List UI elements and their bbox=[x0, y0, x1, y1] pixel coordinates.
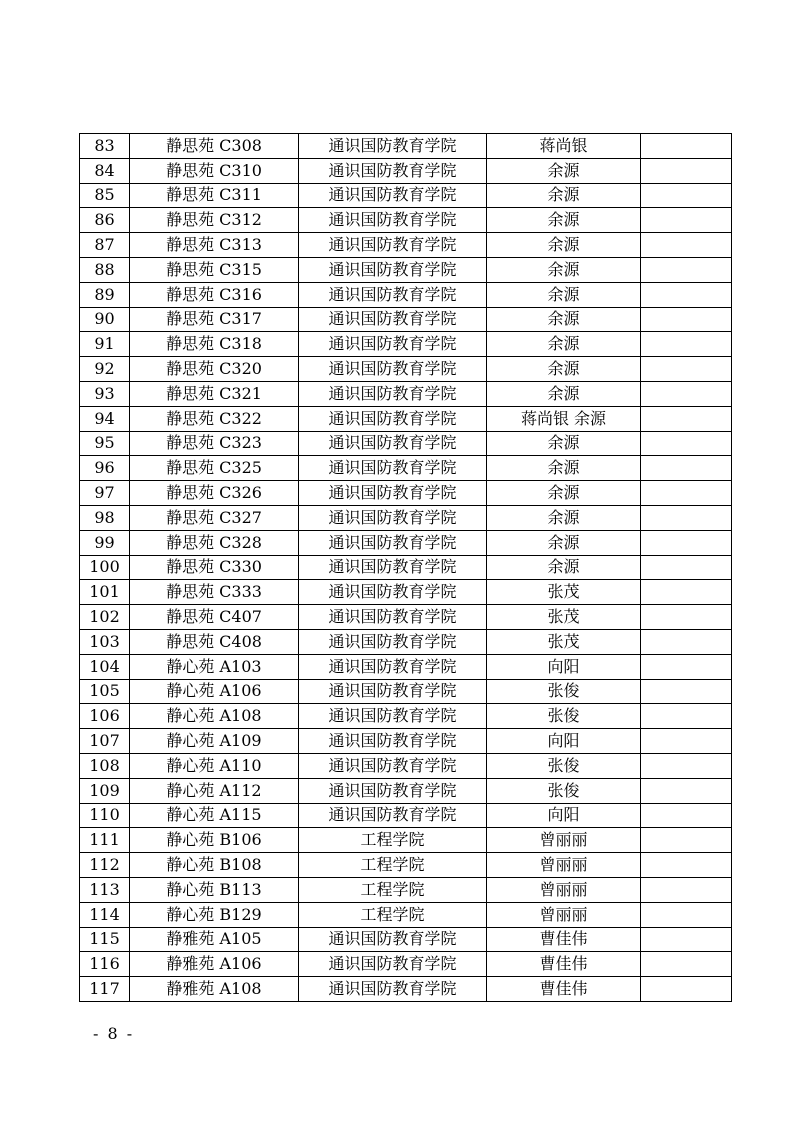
note-cell bbox=[641, 158, 732, 183]
college-cell: 通识国防教育学院 bbox=[299, 481, 487, 506]
table-row bbox=[80, 605, 732, 630]
college-cell: 通识国防教育学院 bbox=[299, 134, 487, 159]
room-cell: 静雅苑 A105 bbox=[130, 927, 299, 952]
table-row bbox=[80, 183, 732, 208]
row-number-cell: 113 bbox=[80, 877, 130, 902]
room-cell: 静雅苑 A108 bbox=[130, 977, 299, 1002]
row-number-cell: 85 bbox=[80, 183, 130, 208]
person-cell: 余源 bbox=[487, 233, 641, 258]
note-cell bbox=[641, 605, 732, 630]
college-cell: 工程学院 bbox=[299, 902, 487, 927]
row-number-cell: 109 bbox=[80, 778, 130, 803]
person-cell: 向阳 bbox=[487, 803, 641, 828]
row-number-cell: 96 bbox=[80, 456, 130, 481]
note-cell bbox=[641, 977, 732, 1002]
table-body bbox=[80, 134, 732, 1002]
note-cell bbox=[641, 654, 732, 679]
college-cell: 通识国防教育学院 bbox=[299, 778, 487, 803]
row-number-cell: 117 bbox=[80, 977, 130, 1002]
table-row bbox=[80, 679, 732, 704]
table-row bbox=[80, 332, 732, 357]
college-cell: 通识国防教育学院 bbox=[299, 729, 487, 754]
college-cell: 通识国防教育学院 bbox=[299, 381, 487, 406]
person-cell: 余源 bbox=[487, 481, 641, 506]
note-cell bbox=[641, 381, 732, 406]
table-row bbox=[80, 208, 732, 233]
person-cell: 向阳 bbox=[487, 729, 641, 754]
room-cell: 静心苑 A115 bbox=[130, 803, 299, 828]
person-cell: 张茂 bbox=[487, 580, 641, 605]
college-cell: 通识国防教育学院 bbox=[299, 654, 487, 679]
college-cell: 通识国防教育学院 bbox=[299, 158, 487, 183]
college-cell: 通识国防教育学院 bbox=[299, 406, 487, 431]
note-cell bbox=[641, 208, 732, 233]
note-cell bbox=[641, 456, 732, 481]
college-cell: 通识国防教育学院 bbox=[299, 505, 487, 530]
note-cell bbox=[641, 183, 732, 208]
row-number-cell: 83 bbox=[80, 134, 130, 159]
person-cell: 曹佳伟 bbox=[487, 977, 641, 1002]
person-cell: 余源 bbox=[487, 183, 641, 208]
table-row bbox=[80, 778, 732, 803]
person-cell: 余源 bbox=[487, 158, 641, 183]
college-cell: 通识国防教育学院 bbox=[299, 605, 487, 630]
row-number-cell: 94 bbox=[80, 406, 130, 431]
room-cell: 静心苑 B108 bbox=[130, 853, 299, 878]
row-number-cell: 92 bbox=[80, 357, 130, 382]
row-number-cell: 116 bbox=[80, 952, 130, 977]
college-cell: 通识国防教育学院 bbox=[299, 580, 487, 605]
room-cell: 静心苑 A109 bbox=[130, 729, 299, 754]
row-number-cell: 114 bbox=[80, 902, 130, 927]
row-number-cell: 110 bbox=[80, 803, 130, 828]
college-cell: 工程学院 bbox=[299, 853, 487, 878]
person-cell: 余源 bbox=[487, 381, 641, 406]
table-row bbox=[80, 134, 732, 159]
table-row bbox=[80, 530, 732, 555]
room-cell: 静思苑 C321 bbox=[130, 381, 299, 406]
row-number-cell: 97 bbox=[80, 481, 130, 506]
table-row bbox=[80, 158, 732, 183]
person-cell: 张茂 bbox=[487, 605, 641, 630]
note-cell bbox=[641, 530, 732, 555]
person-cell: 曹佳伟 bbox=[487, 927, 641, 952]
note-cell bbox=[641, 828, 732, 853]
page-number: - 8 - bbox=[93, 1024, 135, 1043]
person-cell: 张俊 bbox=[487, 679, 641, 704]
person-cell: 张俊 bbox=[487, 778, 641, 803]
note-cell bbox=[641, 704, 732, 729]
person-cell: 曾丽丽 bbox=[487, 877, 641, 902]
college-cell: 工程学院 bbox=[299, 828, 487, 853]
note-cell bbox=[641, 257, 732, 282]
room-cell: 静思苑 C317 bbox=[130, 307, 299, 332]
room-cell: 静心苑 A110 bbox=[130, 753, 299, 778]
college-cell: 通识国防教育学院 bbox=[299, 357, 487, 382]
room-cell: 静心苑 A106 bbox=[130, 679, 299, 704]
note-cell bbox=[641, 134, 732, 159]
table-row bbox=[80, 902, 732, 927]
row-number-cell: 115 bbox=[80, 927, 130, 952]
table-row bbox=[80, 381, 732, 406]
person-cell: 余源 bbox=[487, 357, 641, 382]
note-cell bbox=[641, 233, 732, 258]
person-cell: 余源 bbox=[487, 307, 641, 332]
room-assignment-table bbox=[79, 133, 732, 1002]
room-cell: 静思苑 C330 bbox=[130, 555, 299, 580]
note-cell bbox=[641, 877, 732, 902]
college-cell: 通识国防教育学院 bbox=[299, 208, 487, 233]
table-row bbox=[80, 481, 732, 506]
table-row bbox=[80, 257, 732, 282]
person-cell: 余源 bbox=[487, 257, 641, 282]
person-cell: 曹佳伟 bbox=[487, 952, 641, 977]
person-cell: 张茂 bbox=[487, 629, 641, 654]
college-cell: 通识国防教育学院 bbox=[299, 257, 487, 282]
room-cell: 静思苑 C315 bbox=[130, 257, 299, 282]
room-cell: 静思苑 C320 bbox=[130, 357, 299, 382]
person-cell: 向阳 bbox=[487, 654, 641, 679]
table-row bbox=[80, 282, 732, 307]
table-row bbox=[80, 952, 732, 977]
room-cell: 静心苑 B113 bbox=[130, 877, 299, 902]
room-cell: 静思苑 C323 bbox=[130, 431, 299, 456]
note-cell bbox=[641, 803, 732, 828]
room-cell: 静思苑 C407 bbox=[130, 605, 299, 630]
table-row bbox=[80, 654, 732, 679]
table-row bbox=[80, 753, 732, 778]
college-cell: 通识国防教育学院 bbox=[299, 233, 487, 258]
room-cell: 静思苑 C316 bbox=[130, 282, 299, 307]
table-row bbox=[80, 431, 732, 456]
row-number-cell: 95 bbox=[80, 431, 130, 456]
college-cell: 工程学院 bbox=[299, 877, 487, 902]
person-cell: 张俊 bbox=[487, 753, 641, 778]
person-cell: 余源 bbox=[487, 208, 641, 233]
room-cell: 静思苑 C308 bbox=[130, 134, 299, 159]
person-cell: 曾丽丽 bbox=[487, 853, 641, 878]
person-cell: 余源 bbox=[487, 282, 641, 307]
row-number-cell: 111 bbox=[80, 828, 130, 853]
college-cell: 通识国防教育学院 bbox=[299, 555, 487, 580]
person-cell: 曾丽丽 bbox=[487, 902, 641, 927]
room-cell: 静思苑 C325 bbox=[130, 456, 299, 481]
college-cell: 通识国防教育学院 bbox=[299, 307, 487, 332]
note-cell bbox=[641, 902, 732, 927]
note-cell bbox=[641, 282, 732, 307]
room-cell: 静心苑 A103 bbox=[130, 654, 299, 679]
table-row bbox=[80, 927, 732, 952]
room-cell: 静思苑 C328 bbox=[130, 530, 299, 555]
college-cell: 通识国防教育学院 bbox=[299, 977, 487, 1002]
table-row bbox=[80, 580, 732, 605]
row-number-cell: 88 bbox=[80, 257, 130, 282]
table-row bbox=[80, 977, 732, 1002]
room-cell: 静思苑 C327 bbox=[130, 505, 299, 530]
person-cell: 余源 bbox=[487, 456, 641, 481]
note-cell bbox=[641, 505, 732, 530]
table-row bbox=[80, 307, 732, 332]
note-cell bbox=[641, 307, 732, 332]
table-row bbox=[80, 406, 732, 431]
college-cell: 通识国防教育学院 bbox=[299, 456, 487, 481]
note-cell bbox=[641, 580, 732, 605]
row-number-cell: 106 bbox=[80, 704, 130, 729]
row-number-cell: 98 bbox=[80, 505, 130, 530]
table-row bbox=[80, 357, 732, 382]
table-row bbox=[80, 233, 732, 258]
note-cell bbox=[641, 481, 732, 506]
note-cell bbox=[641, 753, 732, 778]
room-cell: 静思苑 C310 bbox=[130, 158, 299, 183]
row-number-cell: 105 bbox=[80, 679, 130, 704]
row-number-cell: 84 bbox=[80, 158, 130, 183]
person-cell: 余源 bbox=[487, 332, 641, 357]
college-cell: 通识国防教育学院 bbox=[299, 803, 487, 828]
note-cell bbox=[641, 629, 732, 654]
row-number-cell: 93 bbox=[80, 381, 130, 406]
person-cell: 蒋尚银 余源 bbox=[487, 406, 641, 431]
note-cell bbox=[641, 555, 732, 580]
table-row bbox=[80, 877, 732, 902]
row-number-cell: 107 bbox=[80, 729, 130, 754]
row-number-cell: 90 bbox=[80, 307, 130, 332]
row-number-cell: 101 bbox=[80, 580, 130, 605]
row-number-cell: 91 bbox=[80, 332, 130, 357]
note-cell bbox=[641, 952, 732, 977]
note-cell bbox=[641, 853, 732, 878]
college-cell: 通识国防教育学院 bbox=[299, 679, 487, 704]
table-row bbox=[80, 704, 732, 729]
table-row bbox=[80, 505, 732, 530]
college-cell: 通识国防教育学院 bbox=[299, 704, 487, 729]
room-cell: 静思苑 C318 bbox=[130, 332, 299, 357]
row-number-cell: 102 bbox=[80, 605, 130, 630]
college-cell: 通识国防教育学院 bbox=[299, 530, 487, 555]
college-cell: 通识国防教育学院 bbox=[299, 753, 487, 778]
note-cell bbox=[641, 729, 732, 754]
room-cell: 静心苑 A108 bbox=[130, 704, 299, 729]
table-row bbox=[80, 629, 732, 654]
table-row bbox=[80, 729, 732, 754]
note-cell bbox=[641, 778, 732, 803]
room-cell: 静雅苑 A106 bbox=[130, 952, 299, 977]
note-cell bbox=[641, 927, 732, 952]
note-cell bbox=[641, 357, 732, 382]
person-cell: 余源 bbox=[487, 431, 641, 456]
room-cell: 静思苑 C311 bbox=[130, 183, 299, 208]
college-cell: 通识国防教育学院 bbox=[299, 952, 487, 977]
college-cell: 通识国防教育学院 bbox=[299, 629, 487, 654]
row-number-cell: 89 bbox=[80, 282, 130, 307]
room-cell: 静心苑 B106 bbox=[130, 828, 299, 853]
college-cell: 通识国防教育学院 bbox=[299, 927, 487, 952]
table-row bbox=[80, 853, 732, 878]
row-number-cell: 87 bbox=[80, 233, 130, 258]
college-cell: 通识国防教育学院 bbox=[299, 431, 487, 456]
college-cell: 通识国防教育学院 bbox=[299, 183, 487, 208]
person-cell: 余源 bbox=[487, 505, 641, 530]
college-cell: 通识国防教育学院 bbox=[299, 282, 487, 307]
room-cell: 静心苑 B129 bbox=[130, 902, 299, 927]
note-cell bbox=[641, 406, 732, 431]
room-cell: 静思苑 C322 bbox=[130, 406, 299, 431]
table-row bbox=[80, 828, 732, 853]
row-number-cell: 99 bbox=[80, 530, 130, 555]
room-cell: 静心苑 A112 bbox=[130, 778, 299, 803]
person-cell: 曾丽丽 bbox=[487, 828, 641, 853]
room-cell: 静思苑 C333 bbox=[130, 580, 299, 605]
room-cell: 静思苑 C313 bbox=[130, 233, 299, 258]
row-number-cell: 108 bbox=[80, 753, 130, 778]
note-cell bbox=[641, 431, 732, 456]
row-number-cell: 112 bbox=[80, 853, 130, 878]
row-number-cell: 103 bbox=[80, 629, 130, 654]
room-cell: 静思苑 C408 bbox=[130, 629, 299, 654]
person-cell: 余源 bbox=[487, 530, 641, 555]
note-cell bbox=[641, 679, 732, 704]
row-number-cell: 104 bbox=[80, 654, 130, 679]
table-row bbox=[80, 803, 732, 828]
person-cell: 余源 bbox=[487, 555, 641, 580]
room-cell: 静思苑 C312 bbox=[130, 208, 299, 233]
table-row bbox=[80, 456, 732, 481]
person-cell: 蒋尚银 bbox=[487, 134, 641, 159]
college-cell: 通识国防教育学院 bbox=[299, 332, 487, 357]
room-cell: 静思苑 C326 bbox=[130, 481, 299, 506]
row-number-cell: 100 bbox=[80, 555, 130, 580]
note-cell bbox=[641, 332, 732, 357]
row-number-cell: 86 bbox=[80, 208, 130, 233]
table-row bbox=[80, 555, 732, 580]
person-cell: 张俊 bbox=[487, 704, 641, 729]
